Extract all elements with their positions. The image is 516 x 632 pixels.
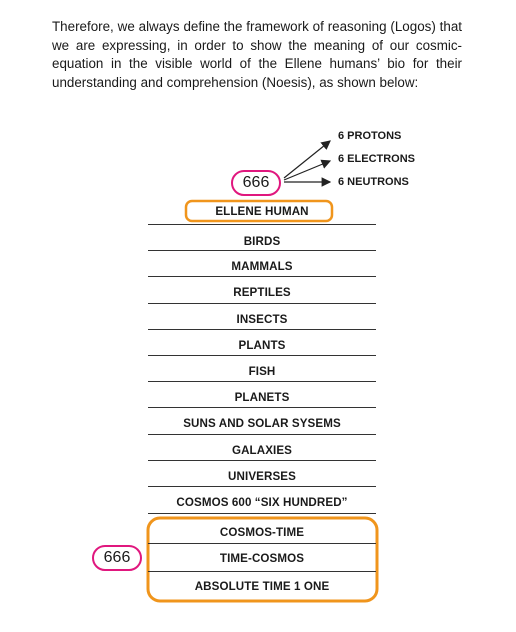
divider bbox=[148, 276, 376, 277]
intro-paragraph: Therefore, we always define the framework of reasoning (Logos) that we are expressing, in order to show the meaning of our cosmic-equation in the visible world of the Ellene humans’ bio for their understanding and comprehension (Noesis), as shown below: bbox=[52, 19, 462, 90]
level-galaxies: GALAXIES bbox=[231, 444, 293, 457]
divider bbox=[148, 543, 376, 544]
level-planets: PLANETS bbox=[234, 391, 290, 404]
particle-protons: 6 PROTONS bbox=[338, 130, 402, 142]
level-plants: PLANTS bbox=[238, 339, 286, 352]
level-reptiles: REPTILES bbox=[233, 286, 291, 299]
particle-neutrons: 6 NEUTRONS bbox=[338, 176, 409, 188]
level-ellene-human: ELLENE HUMAN bbox=[215, 205, 309, 218]
divider bbox=[148, 486, 376, 487]
divider bbox=[148, 460, 376, 461]
divider bbox=[148, 355, 376, 356]
divider bbox=[148, 224, 376, 225]
number-666-top: 666 bbox=[231, 170, 281, 196]
particle-electrons: 6 ELECTRONS bbox=[338, 153, 416, 165]
divider bbox=[148, 407, 376, 408]
level-insects: INSECTS bbox=[236, 313, 288, 326]
divider bbox=[148, 513, 376, 514]
level-mammals: MAMMALS bbox=[231, 260, 293, 273]
divider bbox=[148, 329, 376, 330]
level-cosmos-time: COSMOS-TIME bbox=[219, 526, 305, 539]
level-suns-and-solar-systems: SUNS AND SOLAR SYSEMS bbox=[183, 417, 341, 430]
level-time-cosmos: TIME-COSMOS bbox=[219, 552, 305, 565]
divider bbox=[148, 381, 376, 382]
level-universes: UNIVERSES bbox=[228, 470, 296, 483]
divider bbox=[148, 434, 376, 435]
arrow-protons bbox=[284, 141, 330, 178]
number-666-bottom: 666 bbox=[92, 545, 142, 571]
divider bbox=[148, 303, 376, 304]
level-birds: BIRDS bbox=[243, 235, 281, 248]
divider bbox=[148, 571, 376, 572]
level-fish: FISH bbox=[248, 365, 276, 378]
level-absolute-time: ABSOLUTE TIME 1 ONE bbox=[194, 580, 330, 593]
divider bbox=[148, 250, 376, 251]
arrow-electrons bbox=[284, 161, 330, 180]
level-cosmos-600: COSMOS 600 “SIX HUNDRED” bbox=[176, 496, 348, 509]
